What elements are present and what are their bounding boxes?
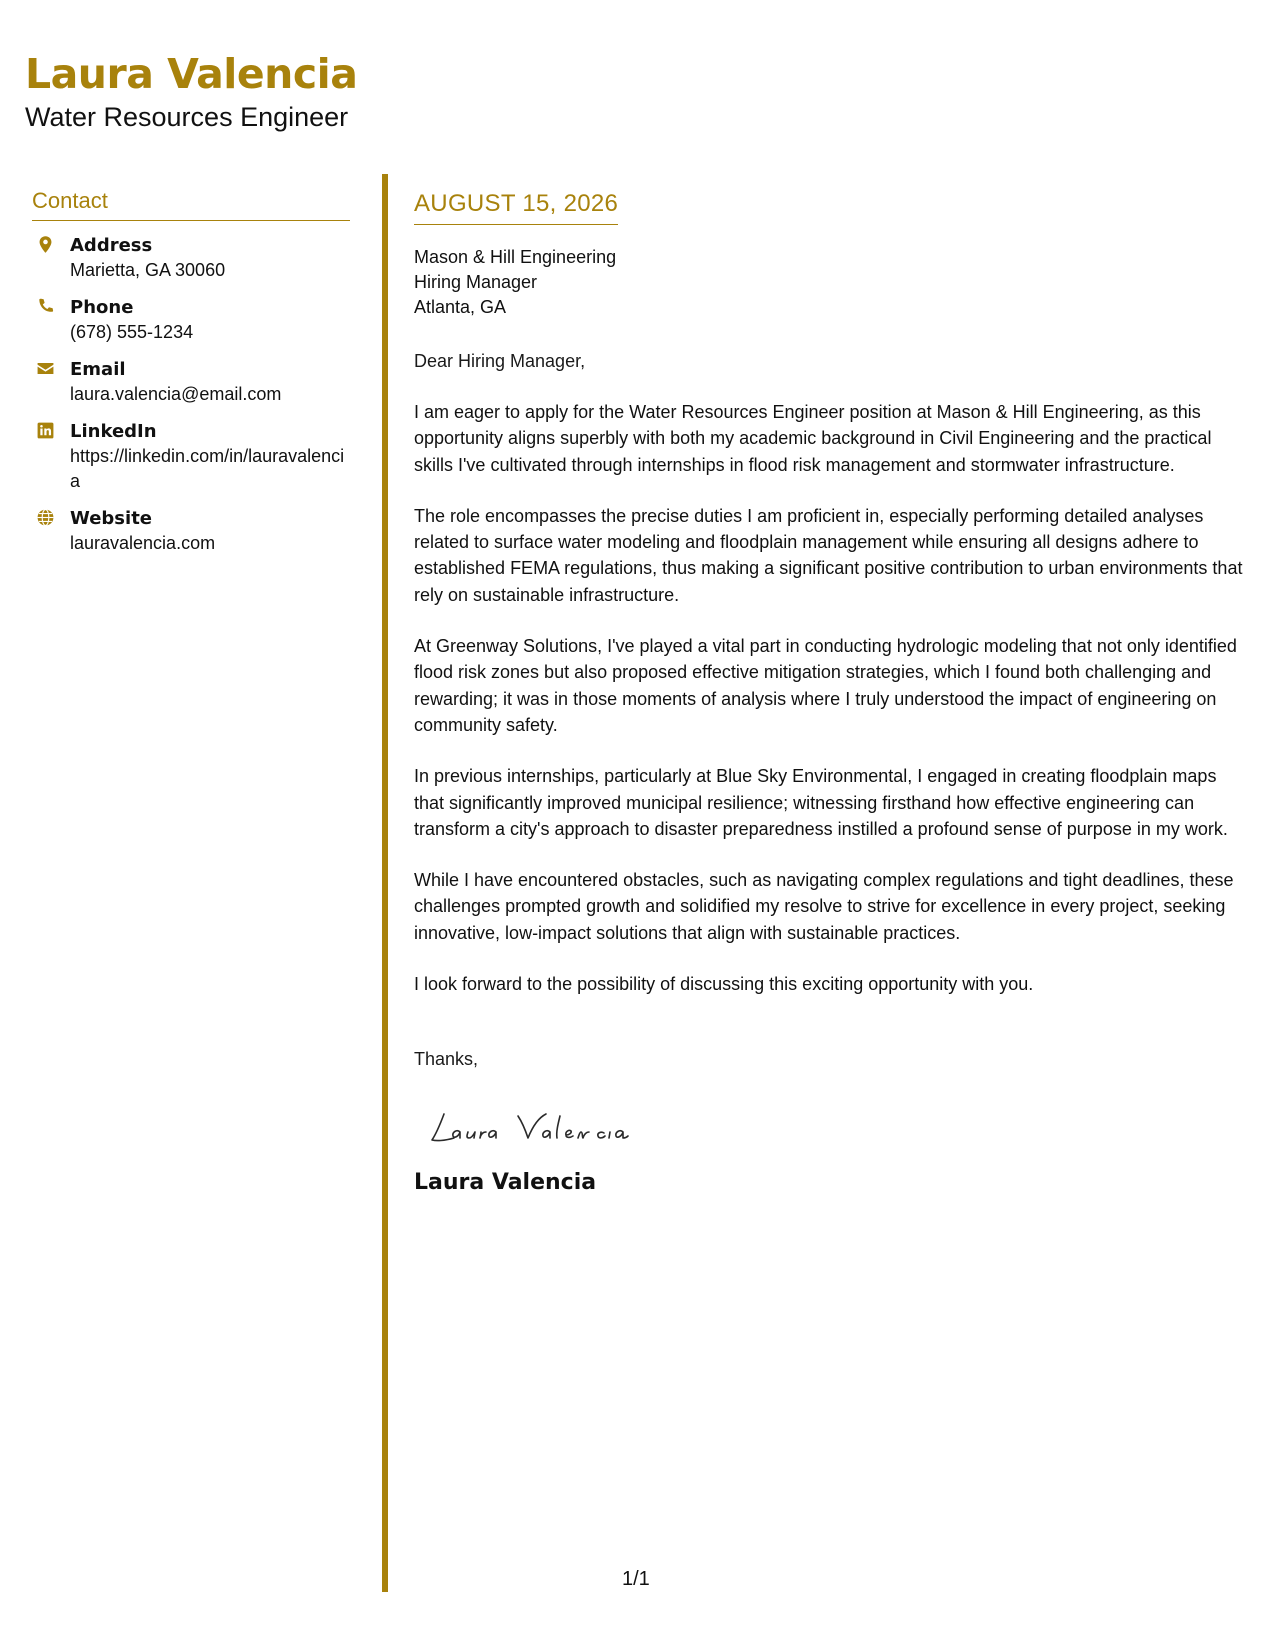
contact-value: Marietta, GA 30060 <box>70 260 226 280</box>
globe-icon <box>32 506 70 527</box>
contact-value: (678) 555-1234 <box>70 322 194 342</box>
letter-header <box>25 48 357 134</box>
contact-label: Address <box>70 235 153 256</box>
recipient-role: Hiring Manager <box>414 272 538 292</box>
contact-value[interactable]: https://linkedin.com/in/lauravalencia <box>70 446 345 491</box>
contact-item-phone <box>32 295 350 345</box>
signed-name: Laura Valencia <box>414 1170 597 1196</box>
letter-paragraph: I am eager to apply for the Water Resources Engineer position at Mason & Hill Engineering, as this opportunity aligns superbly with both my academic background in Civil Engineering and the practical skills I've cultivated through internships in flood risk management and stormwater infrastructure. <box>414 402 1212 475</box>
letter-paragraph: While I have encountered obstacles, such as navigating complex regulations and tight deadlines, these challenges prompted growth and solidified my resolve to strive for excellence in every project, seeking innovative, low-impact solutions that align with sustainable practices. <box>414 870 1234 943</box>
applicant-title: Water Resources Engineer <box>25 102 349 132</box>
contact-value: laura.valencia@email.com <box>70 384 282 404</box>
envelope-icon <box>32 357 70 378</box>
page-number: 1/1 <box>622 1568 650 1590</box>
contact-label: Website <box>70 508 153 529</box>
letter-paragraph: In previous internships, particularly at Blue Sky Environmental, I engaged in creating floodplain maps that significantly improved municipal resilience; witnessing firsthand how effective engineering can transform a city's approach to disaster preparedness instilled a profound sense of purpose in my work. <box>414 766 1228 839</box>
letter-date: AUGUST 15, 2026 <box>414 190 618 225</box>
letter-paragraph: The role encompasses the precise duties I am proficient in, especially performing detailed analyses related to surface water modeling and floodplain management while ensuring all designs adhere to established FEMA regulations, thus making a significant positive contribution to urban environments that rely on sustainable infrastructure. <box>414 505 1243 605</box>
recipient-company: Mason & Hill Engineering <box>414 247 617 267</box>
applicant-name: Laura Valencia <box>25 50 358 98</box>
vertical-divider <box>382 174 388 1592</box>
phone-icon <box>32 295 70 316</box>
contact-value[interactable]: lauravalencia.com <box>70 533 216 553</box>
contact-item-email <box>32 357 350 407</box>
contact-sidebar <box>32 188 350 568</box>
salutation: Dear Hiring Manager, <box>414 351 586 371</box>
letter-paragraph: At Greenway Solutions, I've played a vital part in conducting hydrologic modeling that not only identified flood risk zones but also proposed effective mitigation strategies, which I found both challenging and rewarding; it was in those moments of analysis where I truly understood the impact of engineering on community safety. <box>414 636 1237 735</box>
map-pin-icon <box>32 233 70 254</box>
contact-label: Phone <box>70 297 134 318</box>
closing: Thanks, <box>414 1049 479 1070</box>
contact-label: LinkedIn <box>70 421 157 442</box>
linkedin-icon <box>32 419 70 440</box>
contact-item-address <box>32 233 350 283</box>
letter-body <box>414 190 1250 1195</box>
handwritten-signature <box>426 1102 1250 1152</box>
contact-label: Email <box>70 359 126 380</box>
contact-item-linkedin <box>32 419 350 494</box>
recipient-location: Atlanta, GA <box>414 297 507 317</box>
contact-item-website <box>32 506 350 556</box>
recipient-block <box>414 245 1250 320</box>
contact-heading: Contact <box>32 188 350 221</box>
letter-paragraph: I look forward to the possibility of discussing this exciting opportunity with you. <box>414 974 1034 995</box>
